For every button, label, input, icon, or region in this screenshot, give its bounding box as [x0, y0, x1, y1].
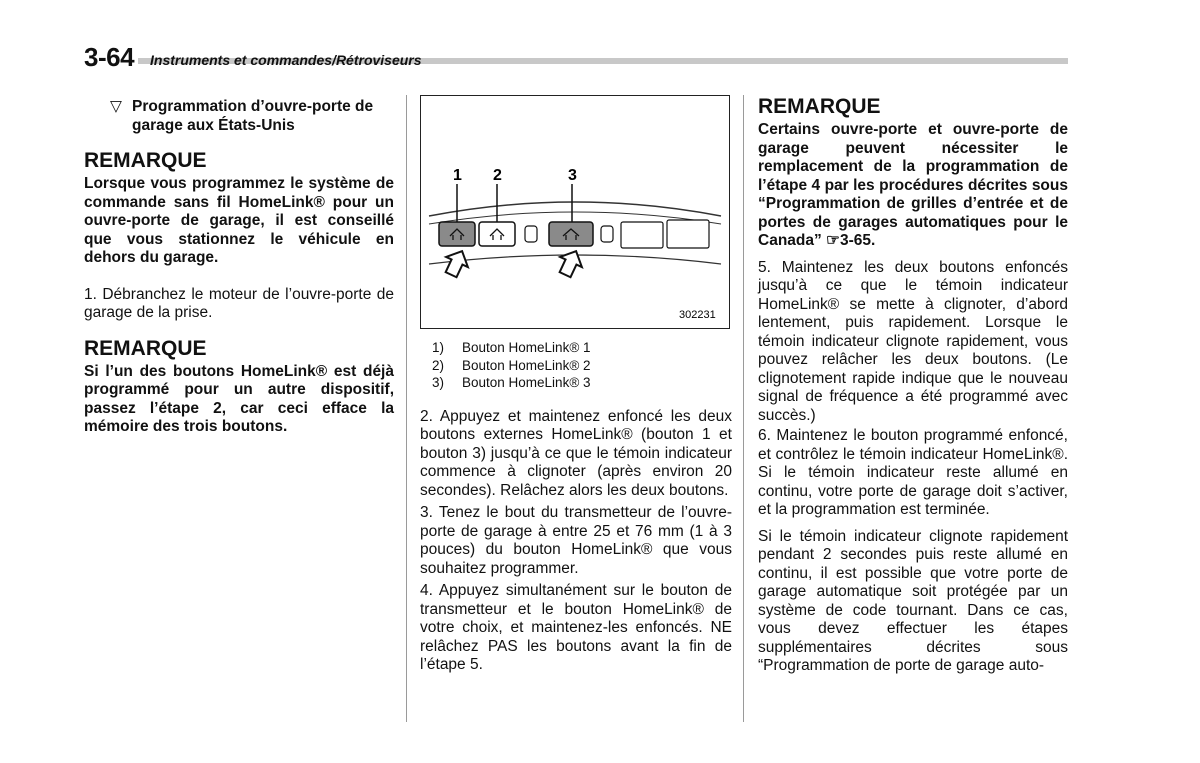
page-number: 3-64: [84, 42, 135, 72]
remark-title: REMARQUE: [758, 95, 881, 118]
caption-item: 3) Bouton HomeLink® 3: [432, 375, 591, 390]
middle-column: [420, 95, 732, 675]
caption-item: 1) Bouton HomeLink® 1: [432, 340, 591, 355]
step-6: 6. Maintenez le bouton programmé enfoncé, et contrôlez le témoin indicateur HomeLink®. Si le témoin indicateur reste allumé en continu, votre porte de garage doit s’activer, et la programmation est terminée.: [758, 427, 1068, 518]
subheading: [110, 98, 394, 135]
column-divider: [406, 95, 407, 722]
paragraph-rolling-code: Si le témoin indicateur clignote rapidement pendant 2 secondes puis reste allumé en continu, il est possible que votre porte de garage automatique soit protégée par un système de code tournant. Dans ce cas, vous devez effectuer les étapes supplémentaires décrites sous “Programmation de porte de garage auto-: [758, 527, 1068, 674]
figure-captions: [432, 339, 732, 392]
step-1: 1. Débranchez le moteur de l’ouvre-porte de garage de la prise.: [84, 285, 394, 321]
subheading-text: Programmation d’ouvre-porte de garage aux États-Unis: [132, 98, 374, 134]
left-column: [84, 95, 394, 437]
remark-text: Lorsque vous programmez le système de commande sans fil HomeLink® pour un ouvre-porte de garage, il est conseillé que vous stationnez le véhicule en dehors du garage.: [84, 175, 394, 266]
figure-label-2: 2: [493, 167, 502, 184]
step-5: 5. Maintenez les deux boutons enfoncés jusqu’à ce que le témoin indicateur HomeLink® se mette à clignoter, d’abord lentement, puis rapidement. Lorsque le témoin indicateur clignote rapidement, vous pouvez relâcher les deux boutons. (Le clignotement rapide indique que le nouveau signal de fréquence a été programmé avec succès.): [758, 258, 1068, 424]
caption-item: 2) Bouton HomeLink® 2: [432, 357, 591, 373]
column-divider: [743, 95, 744, 722]
page-header: [84, 42, 134, 73]
section-title: Instruments et commandes/Rétroviseurs: [150, 52, 422, 68]
figure-label-1: 1: [453, 167, 462, 184]
right-column: [758, 95, 1068, 676]
figure-label-3: 3: [568, 167, 577, 184]
remark-title: REMARQUE: [84, 149, 207, 172]
homelink-figure: [420, 95, 730, 329]
step-2: 2. Appuyez et maintenez enfoncé les deux boutons externes HomeLink® (bouton 1 et bouton 3) jusqu’à ce que le témoin indicateur commence à clignoter (après environ 20 secondes). Relâchez alors les deux boutons.: [420, 407, 732, 499]
step-4: 4. Appuyez simultanément sur le bouton de transmetteur et le bouton HomeLink® de votre choix, et maintenez-les enfoncés. NE relâchez PAS les boutons avant la fin de l’étape 5.: [420, 582, 732, 673]
remark-text: Certains ouvre-porte et ouvre-porte de garage peuvent nécessiter le remplacement de la programmation de l’étape 4 par les procédures décrites sous “Programmation de grilles d’entrée et de portes de garages automatiques pour le Canada” ☞3-65.: [758, 121, 1068, 249]
figure-code: 302231: [679, 309, 716, 321]
homelink-buttons-illustration: [421, 96, 729, 328]
triangle-icon: ▽: [110, 98, 122, 115]
remark-title: REMARQUE: [84, 336, 207, 360]
step-3: 3. Tenez le bout du transmetteur de l’ouvre-porte de garage à entre 25 et 76 mm (1 à 3 pouces) du bouton HomeLink® que vous souhaitez programmer.: [420, 504, 732, 577]
remark-text: Si l’un des boutons HomeLink® est déjà programmé pour un autre dispositif, passez l’étape 2, car ceci efface la mémoire des trois boutons.: [84, 362, 394, 435]
